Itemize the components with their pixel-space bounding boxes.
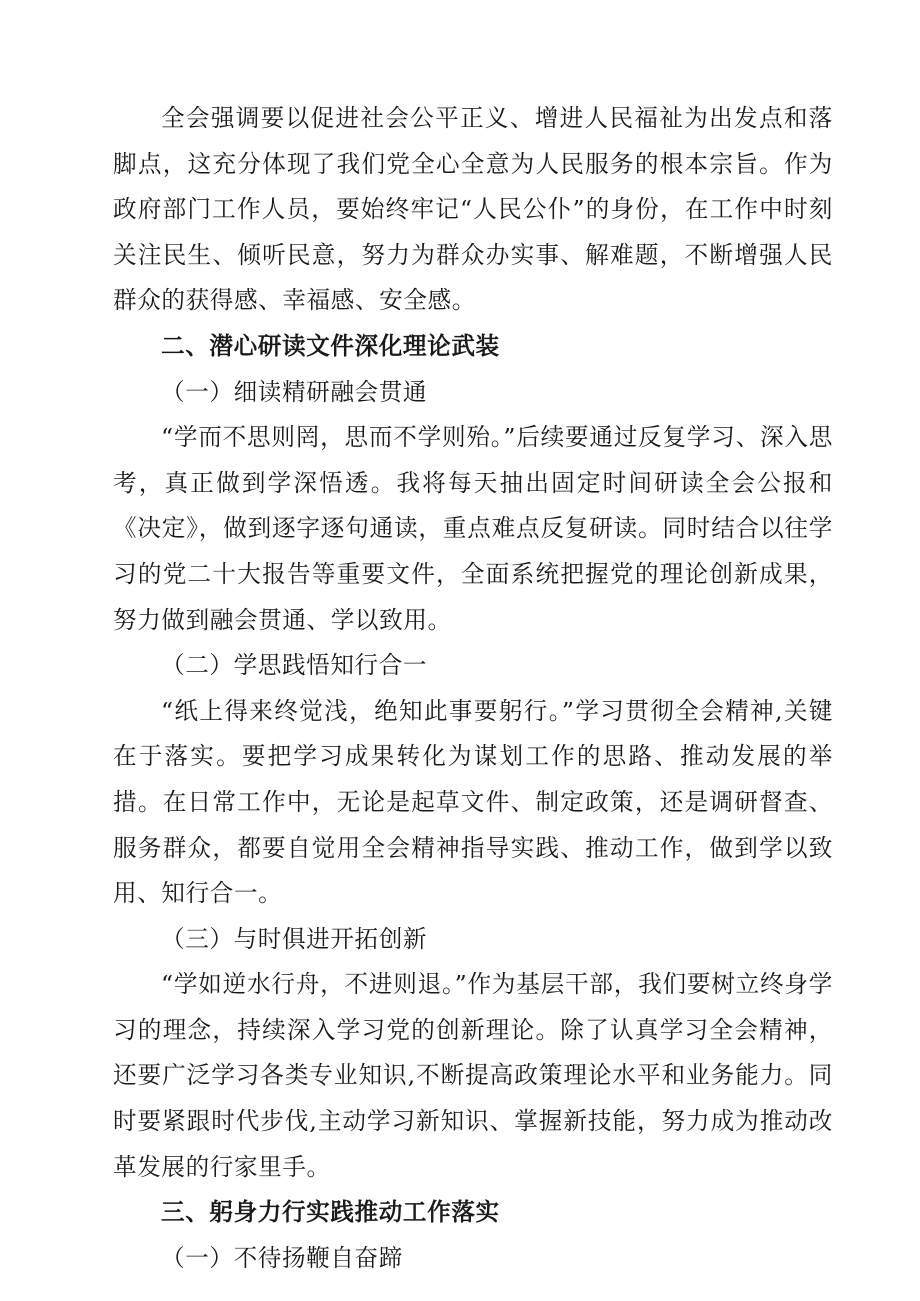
section-heading: 三、躬身力行实践推动工作落实 [161, 1198, 500, 1227]
subsection-heading: （一）不待扬鞭自奋蹄 [161, 1243, 403, 1272]
body-paragraph: “学如逆水行舟，不进则退。”作为基层干部，我们要树立终身学习的理念，持续深入学习党的创新理论。除了认真学习全会精神，还要广泛学习各类专业知识,不断提高政策理论水平和业务能力。同时要紧跟时代步伐,主动学习新知识、掌握新技能，努力成为推动改革发展的行家里手。 [113, 970, 833, 1181]
subsection-heading: （一）细读精研融会贯通 [161, 377, 428, 406]
subsection-heading: （三）与时俱进开拓创新 [161, 924, 428, 953]
subsection-heading: （二）学思践悟知行合一 [161, 651, 428, 680]
body-paragraph: “纸上得来终觉浅，绝知此事要躬行。”学习贯彻全会精神,关键在于落实。要把学习成果转化为谋划工作的思路、推动发展的举措。在日常工作中，无论是起草文件、制定政策，还是调研督查、服务群众，都要自觉用全会精神指导实践、推动工作，做到学以致用、知行合一。 [113, 696, 833, 908]
document-page [113, 96, 833, 1281]
section-heading: 二、潜心研读文件深化理论武装 [161, 331, 500, 360]
body-paragraph: 全会强调要以促进社会公平正义、增进人民福祉为出发点和落脚点，这充分体现了我们党全心全意为人民服务的根本宗旨。作为政府部门工作人员，要始终牢记“人民公仆”的身份，在工作中时刻关注民生、倾听民意，努力为群众办实事、解难题，不断增强人民群众的获得感、幸福感、安全感。 [113, 104, 833, 315]
body-paragraph: “学而不思则罔，思而不学则殆。”后续要通过反复学习、深入思考，真正做到学深悟透。我将每天抽出固定时间研读全会公报和《决定》，做到逐字逐句通读，重点难点反复研读。同时结合以往学习的党二十大报告等重要文件，全面系统把握党的理论创新成果，努力做到融会贯通、学以致用。 [113, 423, 833, 634]
